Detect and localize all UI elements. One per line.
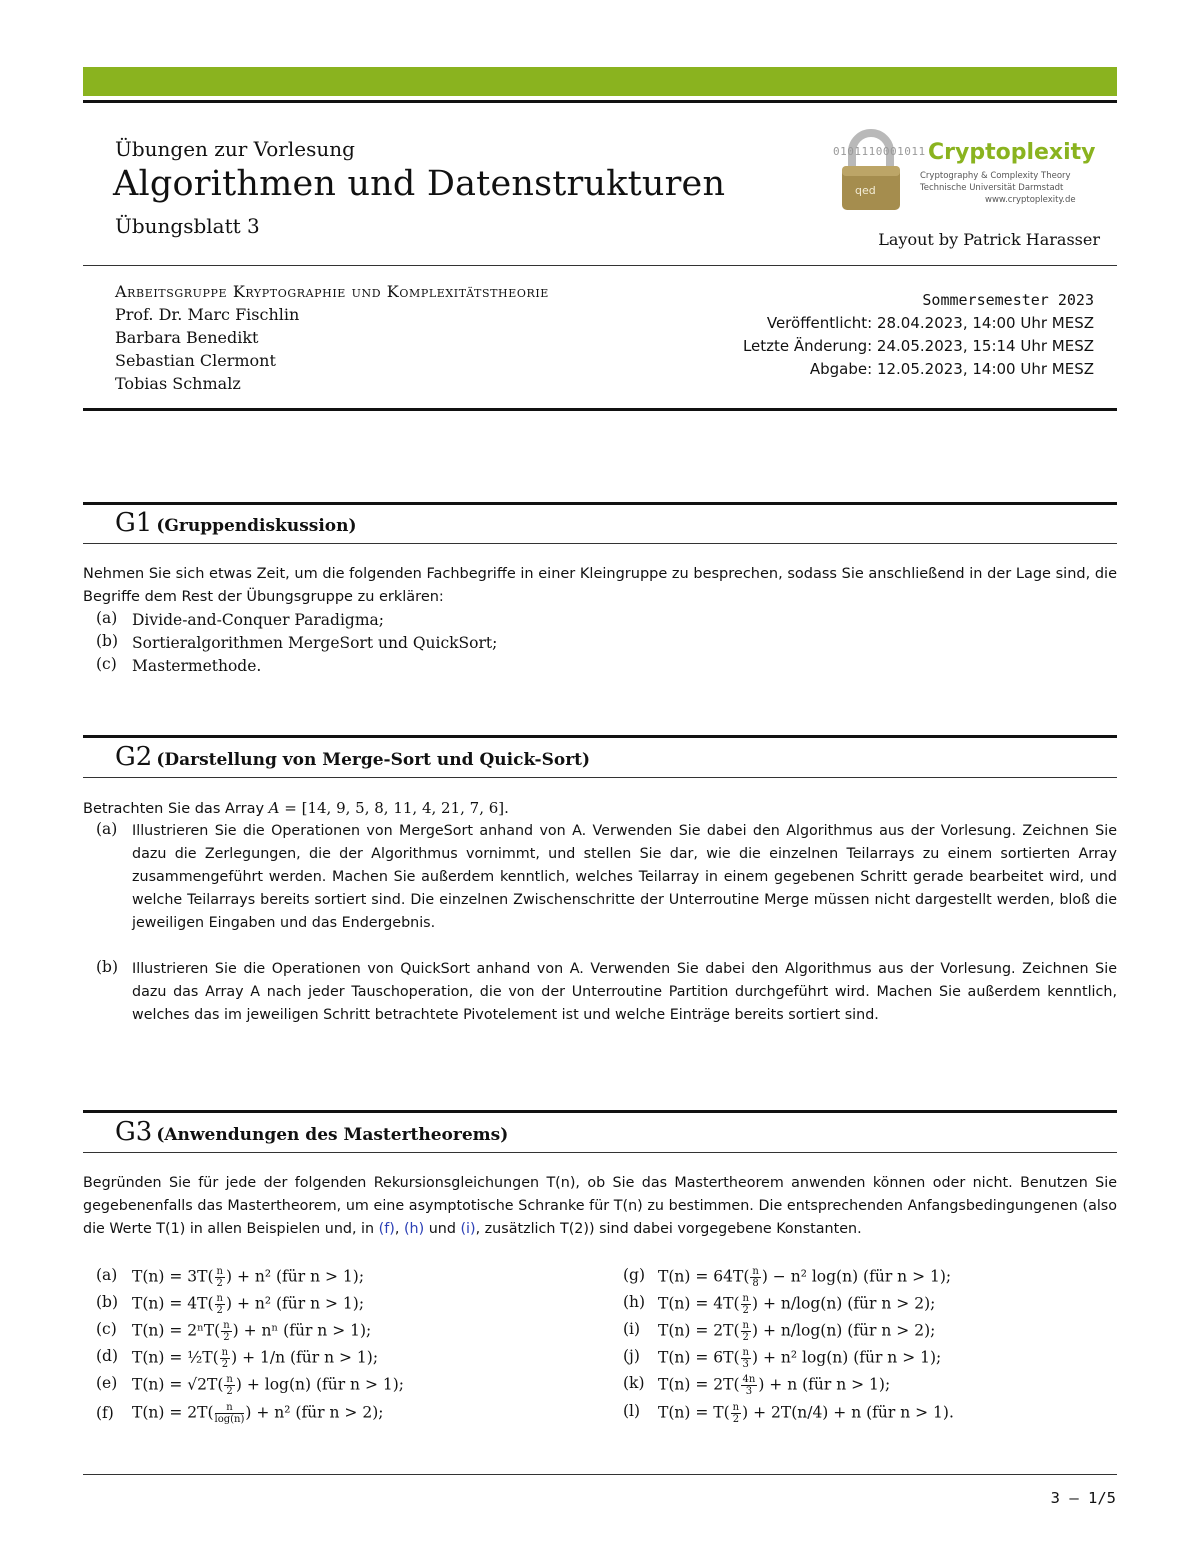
research-group: Arbeitsgruppe Kryptographie und Komplexitätstheorie xyxy=(115,282,549,301)
header-top-rule xyxy=(83,100,1117,103)
item-label: (d) xyxy=(96,1347,119,1365)
intro-text: Betrachten Sie das Array xyxy=(83,801,269,817)
array-var: A xyxy=(268,799,280,817)
item-label: (f) xyxy=(96,1404,114,1422)
item-label: (i) xyxy=(623,1320,641,1338)
header-accent-bar xyxy=(83,67,1117,96)
item-label: (h) xyxy=(623,1293,646,1311)
g3-right-column xyxy=(0,1266,1200,1436)
section-top-rule xyxy=(83,1110,1117,1113)
item-label: (l) xyxy=(623,1402,641,1420)
section-divider xyxy=(83,777,1117,778)
item-label: (a) xyxy=(96,1266,118,1284)
due-date: Abgabe: 12.05.2023, 14:00 Uhr MESZ xyxy=(809,360,1094,378)
section-divider xyxy=(83,543,1117,544)
list-item: Mastermethode. xyxy=(132,657,262,675)
recurrence: T(n) = 2T( $\frac{n}{2}$ ) + n/log(n) (für n > 2); xyxy=(658,1320,936,1343)
section-top-rule xyxy=(83,502,1117,505)
logo-bits: 0101110001011 xyxy=(833,145,926,158)
section-divider xyxy=(83,1152,1117,1153)
header-bottom-rule xyxy=(83,408,1117,411)
item-label: (a) xyxy=(96,609,118,627)
item-label: (b) xyxy=(96,632,119,650)
page-number: 3 – 1/5 xyxy=(1050,1489,1116,1507)
item-label: (k) xyxy=(623,1374,645,1392)
footer-rule xyxy=(83,1474,1117,1475)
section-id: G1 xyxy=(115,508,153,538)
item-label: (c) xyxy=(96,1320,117,1338)
course-subtitle: Übungen zur Vorlesung xyxy=(115,137,355,161)
ref-i-link[interactable]: (i) xyxy=(460,1221,476,1237)
logo-university: Technische Universität Darmstadt xyxy=(920,183,1064,193)
recurrence: T(n) = 3T( $\frac{n}{2}$ ) + n² (für n > 1); xyxy=(132,1266,365,1289)
item-label: (b) xyxy=(96,958,119,976)
logo-wordmark: Cryptoplexity xyxy=(928,140,1096,165)
course-title: Algorithmen und Datenstrukturen xyxy=(113,164,726,204)
staff-member: Barbara Benedikt xyxy=(115,328,259,347)
staff-member: Sebastian Clermont xyxy=(115,351,276,370)
recurrence: T(n) = T( $\frac{n}{2}$ ) + 2T(n/4) + n (für n > 1). xyxy=(658,1402,954,1425)
recurrence: T(n) = 4T( $\frac{n}{2}$ ) + n/log(n) (für n > 2); xyxy=(658,1293,936,1316)
staff-member: Tobias Schmalz xyxy=(115,374,241,393)
semester: Sommersemester 2023 xyxy=(922,291,1094,309)
list-item: Illustrieren Sie die Operationen von QuickSort anhand von A. Verwenden Sie dabei den Algorithmus aus der Vorlesung. Zeichnen Sie dazu das Array A nach jeder Tauschoperation, die von der Unterroutine Partition durchgeführt wird. Machen Sie außerdem kenntlich, welches das im jeweiligen Schritt betrachtete Pivotelement ist und welche Einträge bereits sortiert sind. xyxy=(132,961,1117,1023)
section-heading-g1 xyxy=(115,508,357,538)
item-label: (c) xyxy=(96,655,117,673)
published-date: Veröffentlicht: 28.04.2023, 14:00 Uhr MESZ xyxy=(766,314,1094,332)
recurrence: T(n) = 64T( $\frac{n}{8}$ ) − n² log(n) (für n > 1); xyxy=(658,1266,952,1289)
item-label: (a) xyxy=(96,820,118,838)
logo-lock-label: qed xyxy=(855,184,876,197)
recurrence: T(n) = 2ⁿT( $\frac{n}{2}$ ) + nⁿ (für n > 1); xyxy=(132,1320,372,1343)
last-changed-date: Letzte Änderung: 24.05.2023, 15:14 Uhr MESZ xyxy=(742,337,1094,355)
array-value: = [14, 9, 5, 8, 11, 4, 21, 7, 6]. xyxy=(279,799,509,817)
g3-intro xyxy=(83,1172,1117,1241)
layout-credit: Layout by Patrick Harasser xyxy=(878,230,1100,249)
item-label: (g) xyxy=(623,1266,646,1284)
header-divider xyxy=(83,265,1117,266)
section-heading-g3 xyxy=(115,1117,508,1147)
intro-sep: und xyxy=(424,1221,461,1237)
logo-tagline: Cryptography & Complexity Theory xyxy=(920,171,1071,181)
recurrence: T(n) = 6T( $\frac{n}{3}$ ) + n² log(n) (für n > 1); xyxy=(658,1347,942,1370)
staff-member: Prof. Dr. Marc Fischlin xyxy=(115,305,300,324)
g2-list xyxy=(0,820,1200,1060)
padlock-icon xyxy=(836,128,906,216)
ref-h-link[interactable]: (h) xyxy=(403,1221,425,1237)
section-top-rule xyxy=(83,735,1117,738)
ref-f-link[interactable]: (f) xyxy=(378,1221,395,1237)
recurrence: T(n) = 2T( $\frac{n}{\log(n)}$ ) + n² (für n > 2); xyxy=(132,1402,384,1425)
sheet-number: Übungsblatt 3 xyxy=(115,214,260,238)
section-id: G3 xyxy=(115,1117,153,1147)
list-item: Divide-and-Conquer Paradigma; xyxy=(132,611,384,629)
g1-list xyxy=(0,609,1200,679)
logo-url: www.cryptoplexity.de xyxy=(985,195,1076,205)
intro-text: , zusätzlich T(2)) sind dabei vorgegebene Konstanten. xyxy=(475,1221,862,1237)
section-title: (Darstellung von Merge-Sort und Quick-Sort) xyxy=(156,750,591,770)
list-item: Illustrieren Sie die Operationen von MergeSort anhand von A. Verwenden Sie dabei den Algorithmus aus der Vorlesung. Zeichnen Sie dazu die Zerlegungen, die der Algorithmus vornimmt, und stellen Sie dar, wie die einzelnen Teilarrays zu einem sortierten Array zusammengeführt werden. Machen Sie außerdem kenntlich, welches Teilarray in einem gegebenen Schritt gerade bearbeitet wird, und welche Teilarrays bereits sortiert sind. Die einzelnen Zwischenschritte der Unterroutine Merge müssen nicht dargestellt werden, bloß die jeweiligen Eingaben und das Endergebnis. xyxy=(132,823,1117,931)
item-label: (j) xyxy=(623,1347,640,1365)
recurrence: T(n) = 4T( $\frac{n}{2}$ ) + n² (für n > 1); xyxy=(132,1293,365,1316)
section-id: G2 xyxy=(115,742,153,772)
section-title: (Anwendungen des Mastertheorems) xyxy=(156,1125,509,1145)
recurrence: T(n) = √2T( $\frac{n}{2}$ ) + log(n) (für n > 1); xyxy=(132,1374,405,1397)
item-label: (e) xyxy=(96,1374,118,1392)
recurrence: T(n) = ½T( $\frac{n}{2}$ ) + 1/n (für n > 1); xyxy=(132,1347,379,1370)
g1-intro: Nehmen Sie sich etwas Zeit, um die folgenden Fachbegriffe in einer Kleingruppe zu besprechen, sodass Sie anschließend in der Lage sind, die Begriffe dem Rest der Übungsgruppe zu erklären: xyxy=(83,566,1117,605)
g2-intro xyxy=(83,797,1117,821)
section-heading-g2 xyxy=(115,742,590,772)
intro-text: Begründen Sie für jede der folgenden Rekursionsgleichungen T(n), ob Sie das Mastertheorem anwenden können oder nicht. Benutzen Sie gegebenenfalls das Mastertheorem, um eine asymptotische Schranke für T(n) zu bestimmen. Die entsprechenden Anfangsbedingungenen (also die Werte T(1) in allen Beispielen und, in xyxy=(83,1175,1117,1237)
recurrence: T(n) = 2T( $\frac{4n}{3}$ ) + n (für n > 1); xyxy=(658,1374,891,1397)
item-label: (b) xyxy=(96,1293,119,1311)
list-item: Sortieralgorithmen MergeSort und QuickSort; xyxy=(132,634,498,652)
section-title: (Gruppendiskussion) xyxy=(156,516,357,536)
intro-sep: , xyxy=(394,1221,404,1237)
